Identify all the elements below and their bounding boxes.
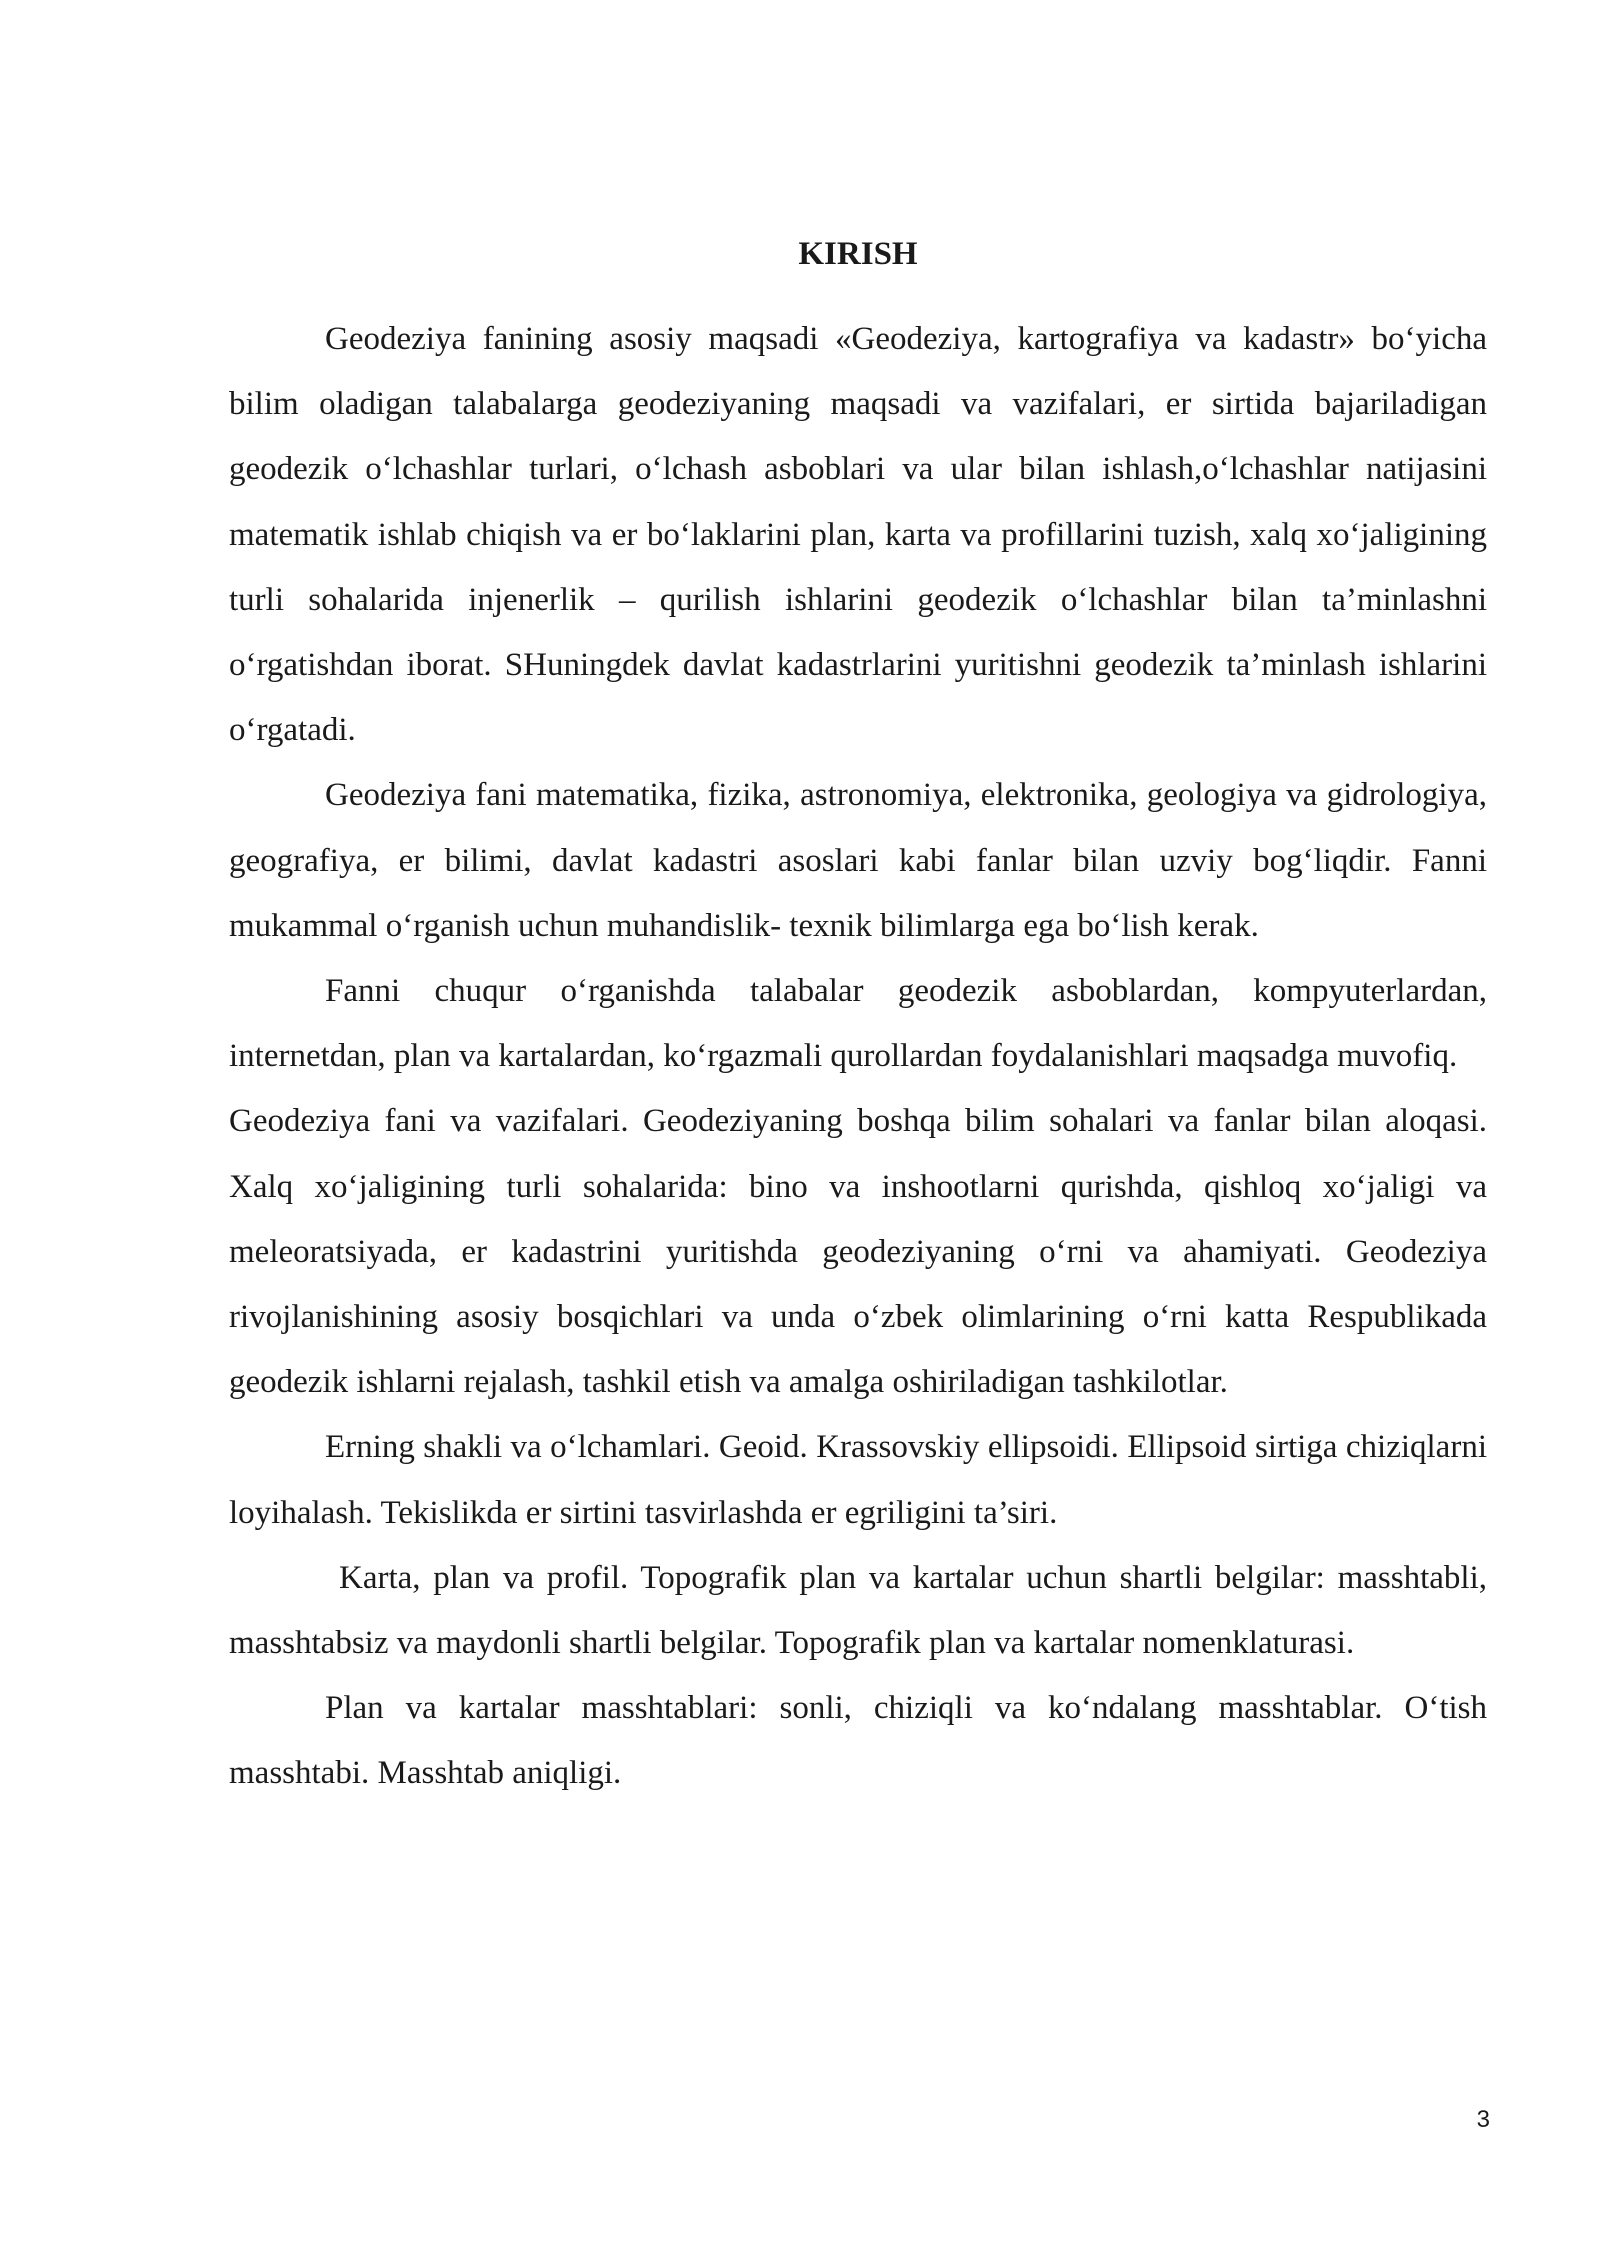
paragraph-4: Geodeziya fani va vazifalari. Geodeziyaning boshqa bilim sohalari va fanlar bilan aloqasi. Xalq xo‘jaligining turli sohalarida: bino va inshootlarni qurishda, qishloq xo‘jaligi va meleoratsiyada, er kadastrini yuritishda geodeziyaning o‘rni va ahamiyati. Geodeziya rivojlanishining asosiy bosqichlari va unda o‘zbek olimlarining o‘rni katta Respublikada geodezik ishlarni rejalash, tashkil etish va amalga oshiriladigan tashkilotlar. [229,1103,1487,1401]
paragraph-2: Geodeziya fani matematika, fizika, astronomiya, elektronika, geologiya va gidrologiya, geografiya, er bilimi, davlat kadastri asoslari kabi fanlar bilan uzviy bog‘liqdir. Fanni mukammal o‘rganish uchun muhandislik- texnik bilimlarga ega bo‘lish kerak. [229,777,1487,944]
page-number: 3 [1476,2106,1490,2133]
paragraph-6: Karta, plan va profil. Topografik plan va kartalar uchun shartli belgilar: masshtabli, masshtabsiz va maydonli shartli belgilar. Topografik plan va kartalar nomenklaturasi. [229,1559,1487,1662]
paragraph-7: Plan va kartalar masshtablari: sonli, chiziqli va ko‘ndalang masshtablar. O‘tish masshtabi. Masshtab aniqligi. [229,1690,1487,1792]
document-page [229,222,1487,1807]
paragraph-3: Fanni chuqur o‘rganishda talabalar geodezik asboblardan, kompyuterlardan, internetdan, plan va kartalardan, ko‘rgazmali qurollardan foydalanishlari maqsadga muvofiq. [229,973,1487,1075]
paragraph-1: Geodeziya fanining asosiy maqsadi «Geodeziya, kartografiya va kadastr» bo‘yicha bilim oladigan talabalarga geodeziyaning maqsadi va vazifalari, er sirtida bajariladigan geodezik o‘lchashlar turlari, o‘lchash asboblari va ular bilan ishlash,o‘lchashlar natijasini matematik ishlab chiqish va er bo‘laklarini plan, karta va profillarini tuzish, xalq xo‘jaligining turli sohalarida injenerlik – qurilish ishlarini geodezik o‘lchashlar bilan ta’minlashni o‘rgatishdan iborat. SHuningdek davlat kadastrlarini yuritishni geodezik ta’minlash ishlarini o‘rgatadi. [229,321,1487,749]
paragraph-5: Erning shakli va o‘lchamlari. Geoid. Krassovskiy ellipsoidi. Ellipsoid sirtiga chiziqlarni loyihalash. Tekislikda er sirtini tasvirlashda er egriligini ta’siri. [229,1429,1487,1531]
document-title: KIRISH [798,236,918,272]
